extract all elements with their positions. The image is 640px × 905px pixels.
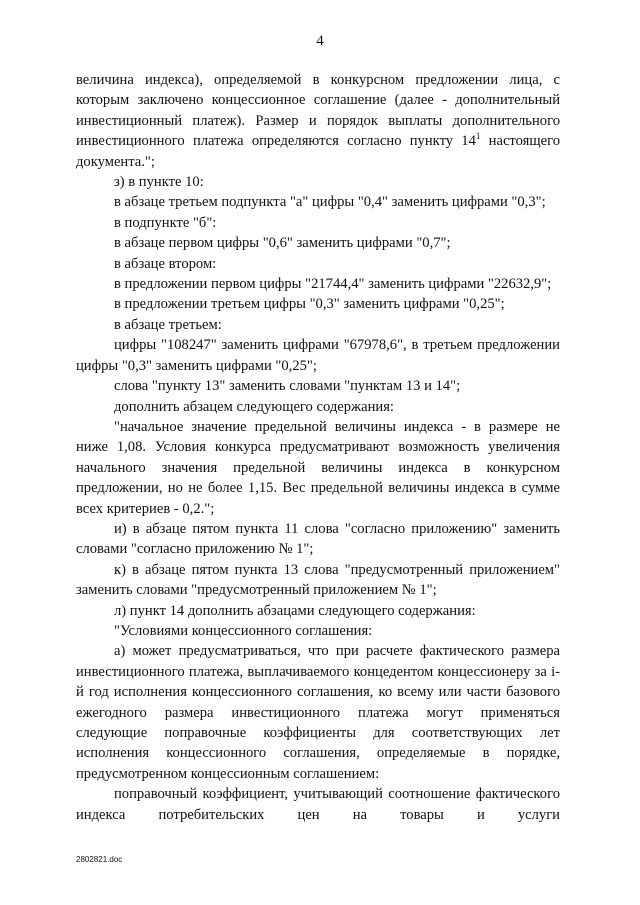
paragraph: к) в абзаце пятом пункта 13 слова "предусмотренный приложением" заменить словами "предусмотренный приложением № 1"; xyxy=(76,561,560,599)
paragraph: величина индекса), определяемой в конкурсном предложении лица, с которым заключено концессионное соглашение (далее - дополнительный инвестиционный платеж). Размер и порядок выплаты дополнительного инвестиционного платежа определяются согласно пункту $14^1$ настоящего документа."; xyxy=(76,72,560,170)
paragraph: в абзаце третьем: xyxy=(114,316,222,333)
page-number: 4 xyxy=(316,33,324,49)
paragraph: в абзаце втором: xyxy=(114,255,217,272)
document-body xyxy=(76,70,560,825)
file-name-footer: 2802821.doc xyxy=(76,855,123,864)
paragraph: в абзаце третьем подпункта "а" цифры "0,4" заменить цифрами "0,3"; xyxy=(114,194,546,211)
paragraph: з) в пункте 10: xyxy=(114,174,204,191)
paragraph: л) пункт 14 дополнить абзацами следующего содержания: xyxy=(114,602,476,619)
paragraph: слова "пункту 13" заменить словами "пунктам 13 и 14"; xyxy=(114,378,461,395)
paragraph: и) в абзаце пятом пункта 11 слова "согласно приложению" заменить словами "согласно приложению № 1"; xyxy=(76,520,560,558)
paragraph: цифры "108247" заменить цифрами "67978,6", в третьем предложении цифры "0,3" заменить цифрами "0,25"; xyxy=(76,337,560,374)
paragraph: в абзаце первом цифры "0,6" заменить цифрами "0,7"; xyxy=(114,235,451,252)
paragraph: в предложении третьем цифры "0,3" заменить цифрами "0,25"; xyxy=(114,296,505,313)
paragraph: поправочный коэффициент, учитывающий соотношение фактического индекса потребительских цен на товары и услуги xyxy=(76,786,560,823)
paragraph: а) может предусматриваться, что при расчете фактического размера инвестиционного платежа, выплачиваемого концедентом концессионеру за i-й год исполнения концессионного соглашения, ко всему или части базового ежегодного размера инвестиционного платежа могут применяться следующие поправочные коэффициенты для соответствующих лет исполнения концессионного соглашения, определяемые в порядке, предусмотренном концессионным соглашением: xyxy=(76,643,560,782)
paragraph: в подпункте "б": xyxy=(114,214,217,231)
paragraph: "Условиями концессионного соглашения: xyxy=(114,622,373,639)
superscript: 1 xyxy=(475,131,481,142)
paragraph: "начальное значение предельной величины индекса - в размере не ниже 1,08. Условия конкурса предусматривают возможность увеличения начального значения предельной величины индекса в конкурсном предложении, но не более 1,15. Вес предельной величины индекса в сумме всех критериев - 0,2."; xyxy=(76,418,560,517)
paragraph: дополнить абзацем следующего содержания: xyxy=(114,398,394,415)
paragraph: в предложении первом цифры "21744,4" заменить цифрами "22632,9"; xyxy=(114,276,552,293)
